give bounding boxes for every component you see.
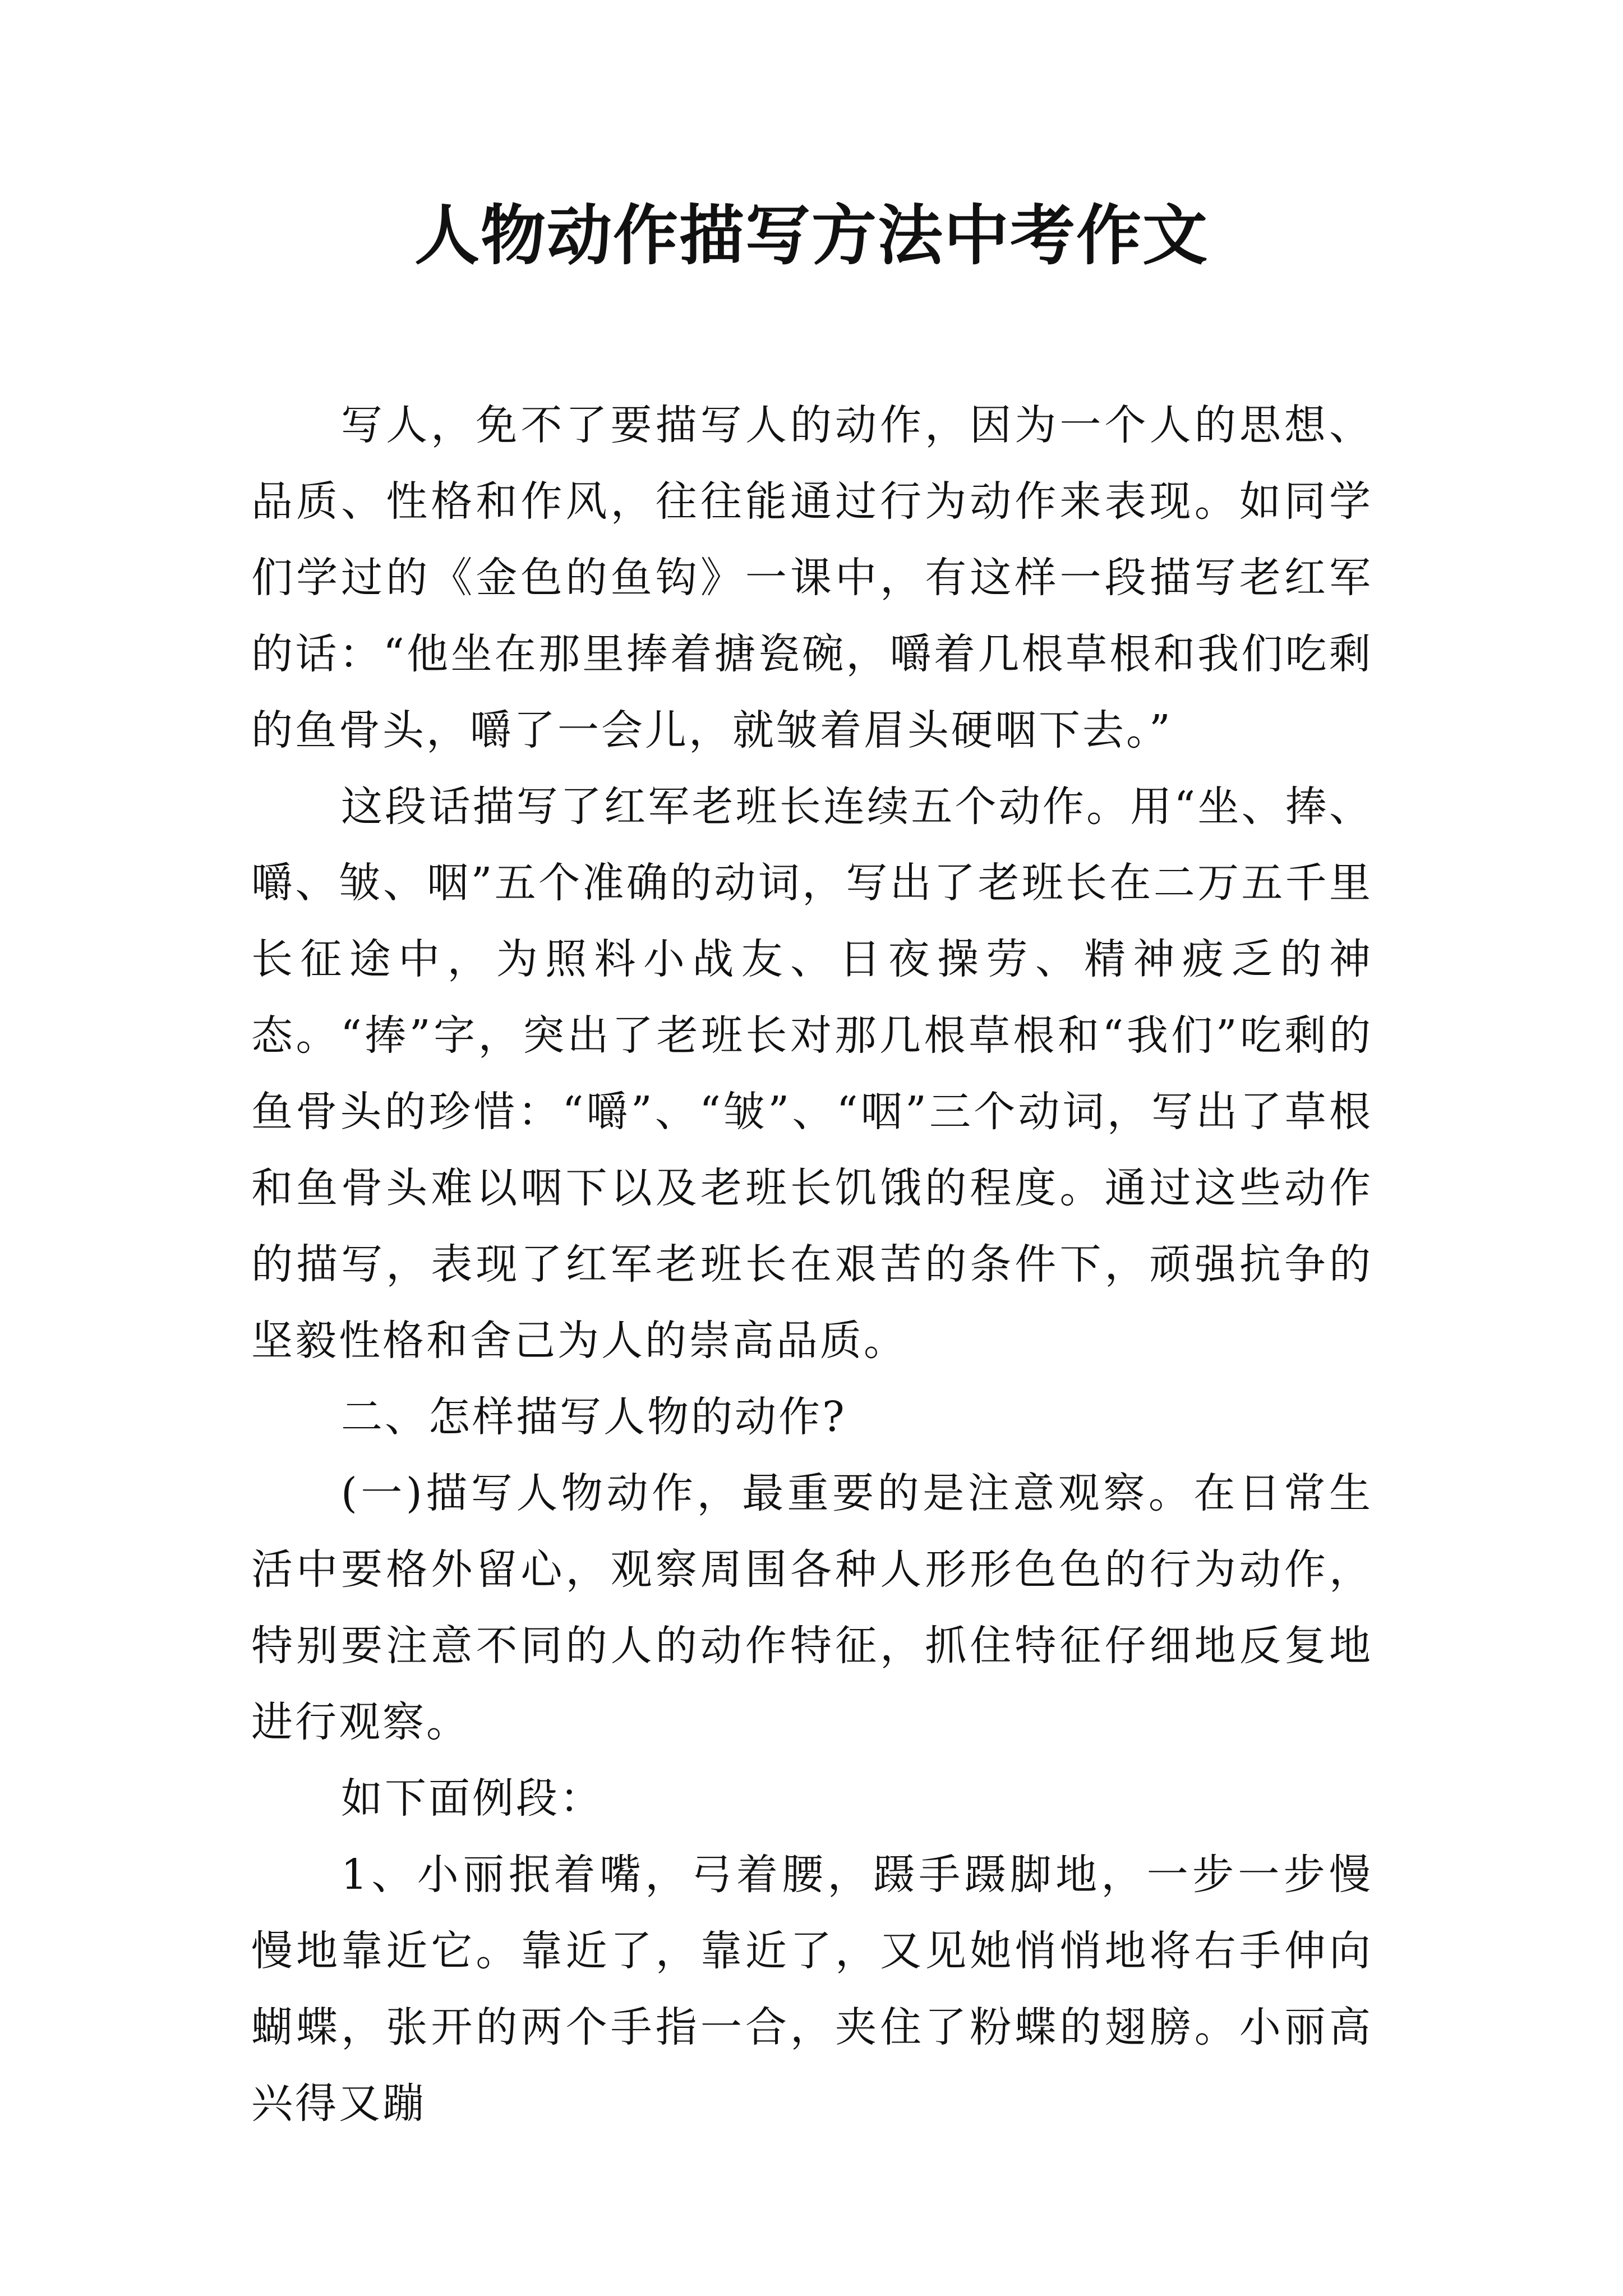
paragraph-analysis: 这段话描写了红军老班长连续五个动作。用“坐、捧、嚼、皱、咽”五个准确的动词，写出了老班长在二万五千里长征途中，为照料小战友、日夜操劳、精神疲乏的神态。“捧”字，突出了老班长对那几根草根和“我们”吃剩的鱼骨头的珍惜：“嚼”、“皱”、“咽”三个动词，写出了草根和鱼骨头难以咽下以及老班长饥饿的程度。通过这些动作的描写，表现了红军老班长在艰苦的条件下，顽强抗争的坚毅性格和舍己为人的崇高品质。: [251, 783, 1373, 1365]
document-title: 人物动作描写方法中考作文: [414, 197, 1209, 274]
paragraph-intro: 写人，免不了要描写人的动作，因为一个人的思想、品质、性格和作风，往往能通过行为动作来表现。如同学们学过的《金色的鱼钩》一课中，有这样一段描写老红军的话：“他坐在那里捧着搪瓷碗，嚼着几根草根和我们吃剩的鱼骨头，嚼了一会儿，就皱着眉头硬咽下去。”: [251, 401, 1373, 754]
paragraph-example-intro: 如下面例段：: [341, 1774, 603, 1823]
paragraph-example-1: 1、小丽抿着嘴，弓着腰，蹑手蹑脚地，一步一步慢慢地靠近它。靠近了，靠近了，又见她悄悄地将右手伸向蝴蝶，张开的两个手指一合，夹住了粉蝶的翅膀。小丽高兴得又蹦: [251, 1851, 1373, 2128]
paragraph-observation: (一)描写人物动作，最重要的是注意观察。在日常生活中要格外留心，观察周围各种人形形色色的行为动作，特别要注意不同的人的动作特征，抓住特征仔细地反复地进行观察。: [251, 1469, 1373, 1746]
section-heading: 二、怎样描写人物的动作?: [341, 1393, 847, 1441]
document-body: [251, 387, 1373, 2142]
